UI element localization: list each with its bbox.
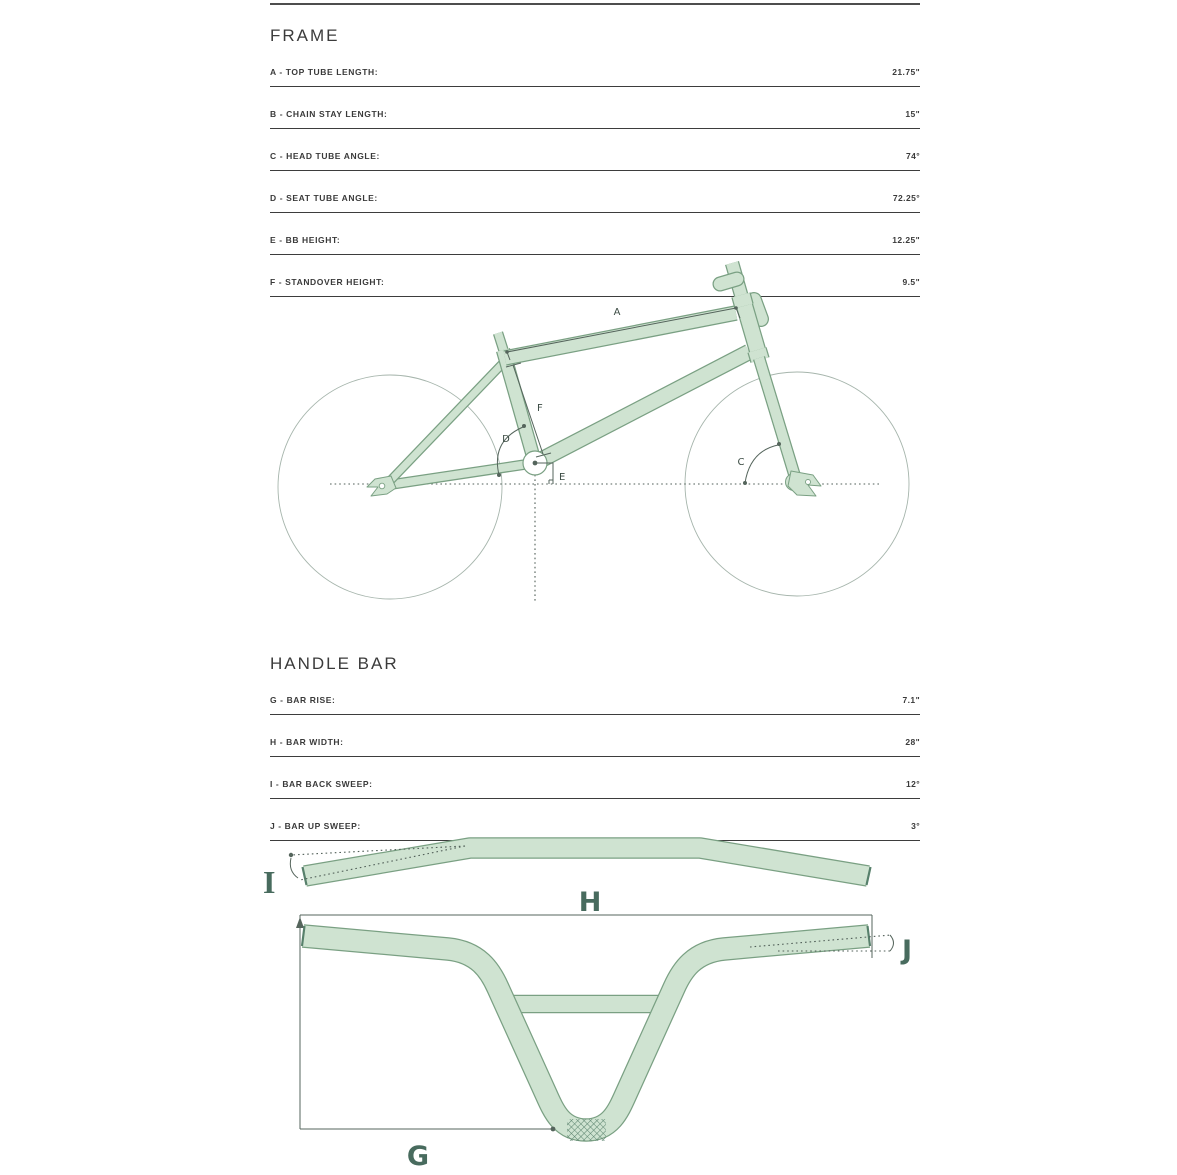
rear-dropout bbox=[367, 476, 396, 496]
spec-value: 7.1" bbox=[902, 695, 920, 705]
spec-value: 15" bbox=[905, 109, 920, 119]
spec-row-seat-angle bbox=[270, 171, 920, 213]
spec-label: J - BAR UP SWEEP: bbox=[270, 821, 361, 831]
spec-value: 72.25° bbox=[892, 193, 920, 203]
spec-label: E - BB HEIGHT: bbox=[270, 235, 341, 245]
label-g: G bbox=[406, 1141, 430, 1172]
spec-row-top-tube bbox=[270, 45, 920, 87]
spec-label: F - STANDOVER HEIGHT: bbox=[270, 277, 385, 287]
label-i: I bbox=[263, 864, 276, 900]
spec-value: 12° bbox=[905, 779, 920, 789]
handlebar-front-view bbox=[296, 887, 912, 1172]
top-divider bbox=[270, 3, 920, 5]
spec-value: 12.25" bbox=[892, 235, 920, 245]
front-dropout bbox=[786, 471, 822, 496]
spec-value: 21.75" bbox=[892, 67, 920, 77]
handlebar-section-title: HANDLE BAR bbox=[270, 654, 399, 673]
dimension-bar-rise bbox=[300, 1127, 555, 1132]
spec-value: 3° bbox=[911, 821, 920, 831]
spec-value: 74° bbox=[905, 151, 920, 161]
handlebar-spec-table bbox=[270, 673, 920, 841]
spec-label: H - BAR WIDTH: bbox=[270, 737, 344, 747]
label-f: F bbox=[537, 403, 543, 414]
spec-label: I - BAR BACK SWEEP: bbox=[270, 779, 373, 789]
handlebar-top-view bbox=[263, 846, 871, 900]
label-j: J bbox=[902, 935, 913, 966]
frame-tubes bbox=[388, 263, 796, 485]
frame-section-title: FRAME bbox=[270, 26, 340, 45]
spec-row-bb-height bbox=[270, 213, 920, 255]
content-column bbox=[263, 0, 920, 1175]
spec-value: 9.5" bbox=[902, 277, 920, 287]
spec-row-back-sweep bbox=[270, 757, 920, 799]
handlebar-diagram bbox=[250, 818, 940, 1175]
spec-row-bar-width bbox=[270, 715, 920, 757]
spec-label: B - CHAIN STAY LENGTH: bbox=[270, 109, 388, 119]
clamp-knurl-area bbox=[567, 1119, 606, 1141]
spec-row-chain-stay bbox=[270, 87, 920, 129]
label-h: H bbox=[578, 887, 602, 918]
label-a: A bbox=[613, 307, 621, 318]
spec-value: 28" bbox=[905, 737, 920, 747]
label-c: C bbox=[737, 457, 745, 468]
label-e: E bbox=[559, 472, 566, 483]
spec-label: A - TOP TUBE LENGTH: bbox=[270, 67, 379, 77]
spec-label: C - HEAD TUBE ANGLE: bbox=[270, 151, 380, 161]
label-d: D bbox=[502, 434, 510, 445]
spec-label: G - BAR RISE: bbox=[270, 695, 336, 705]
spec-row-head-angle bbox=[270, 129, 920, 171]
spec-row-bar-rise bbox=[270, 673, 920, 715]
dimension-head-angle bbox=[743, 442, 781, 485]
frame-geometry-diagram bbox=[270, 255, 920, 605]
spec-label: D - SEAT TUBE ANGLE: bbox=[270, 193, 378, 203]
